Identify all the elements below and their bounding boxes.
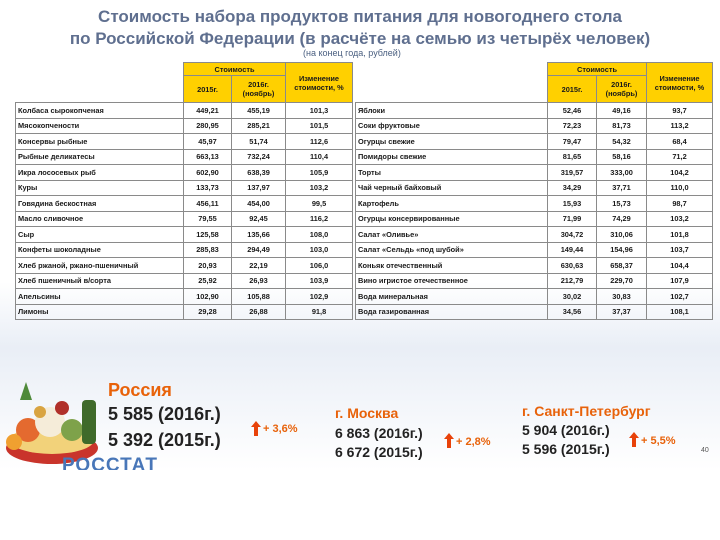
table-row xyxy=(16,134,353,150)
product-name: Хлеб ржаной, ржано-пшеничный xyxy=(16,258,184,274)
russia-value-2015: 5 392 (2015г.) xyxy=(108,430,221,450)
product-name: Вода газированная xyxy=(356,304,548,320)
cost-change: 103,0 xyxy=(286,242,353,258)
cost-2015: 319,57 xyxy=(548,165,597,181)
product-name: Мясокопчености xyxy=(16,118,184,134)
moscow-value-2016: 6 863 (2016г.) xyxy=(335,425,423,441)
table-row xyxy=(356,149,713,165)
price-table-left-body xyxy=(16,103,353,320)
slide-title-line2: по Российской Федерации (в расчёте на семью из четырёх человек) xyxy=(69,29,651,48)
product-name: Лимоны xyxy=(16,304,184,320)
slide-subtitle: (на конец года, рублей) xyxy=(303,48,401,58)
cost-change: 116,2 xyxy=(286,211,353,227)
cost-2016: 229,70 xyxy=(597,273,647,289)
table-row xyxy=(16,289,353,305)
table-row xyxy=(16,180,353,196)
cost-change: 99,5 xyxy=(286,196,353,212)
cost-2015: 125,58 xyxy=(184,227,232,243)
arrow-up-icon xyxy=(629,432,639,447)
cost-2016: 22,19 xyxy=(232,258,286,274)
cost-change: 104,4 xyxy=(647,258,713,274)
moscow-growth: + 2,8% xyxy=(456,436,491,448)
cost-change: 105,9 xyxy=(286,165,353,181)
cost-2015: 149,44 xyxy=(548,242,597,258)
cost-2015: 25,92 xyxy=(184,273,232,289)
cost-change: 101,8 xyxy=(647,227,713,243)
product-name: Коньяк отечественный xyxy=(356,258,548,274)
product-name: Помидоры свежие xyxy=(356,149,548,165)
product-name: Консервы рыбные xyxy=(16,134,184,150)
cost-2015: 285,83 xyxy=(184,242,232,258)
rosstat-logo: РОССТАТ xyxy=(62,455,158,470)
cost-change: 103,7 xyxy=(647,242,713,258)
cost-2015: 602,90 xyxy=(184,165,232,181)
region-name-spb: г. Санкт-Петербург xyxy=(522,403,651,419)
cost-change: 106,0 xyxy=(286,258,353,274)
spb-growth: + 5,5% xyxy=(641,435,676,447)
table-row xyxy=(16,165,353,181)
table-row xyxy=(356,103,713,119)
cost-change: 110,0 xyxy=(647,180,713,196)
cost-change: 102,7 xyxy=(647,289,713,305)
cost-2016: 137,97 xyxy=(232,180,286,196)
table-row xyxy=(16,273,353,289)
table-row xyxy=(356,304,713,320)
spb-value-2016: 5 904 (2016г.) xyxy=(522,422,610,438)
cost-2016: 310,06 xyxy=(597,227,647,243)
slide-title-line1: Стоимость набора продуктов питания для новогоднего стола xyxy=(98,7,622,26)
cost-2015: 34,56 xyxy=(548,304,597,320)
cost-2016: 658,37 xyxy=(597,258,647,274)
cost-2015: 81,65 xyxy=(548,149,597,165)
table-row xyxy=(16,211,353,227)
table-row xyxy=(356,289,713,305)
cost-2016: 26,88 xyxy=(232,304,286,320)
table-row xyxy=(356,227,713,243)
product-name: Торты xyxy=(356,165,548,181)
product-name: Рыбные деликатесы xyxy=(16,149,184,165)
cost-2015: 133,73 xyxy=(184,180,232,196)
product-name: Огурцы свежие xyxy=(356,134,548,150)
table-row xyxy=(16,118,353,134)
header-cost: Стоимость xyxy=(548,63,647,76)
table-row xyxy=(16,103,353,119)
cost-2015: 15,93 xyxy=(548,196,597,212)
cost-change: 108,1 xyxy=(647,304,713,320)
cost-2016: 638,39 xyxy=(232,165,286,181)
cost-2016: 15,73 xyxy=(597,196,647,212)
region-name-russia: Россия xyxy=(108,380,172,400)
cost-2016: 49,16 xyxy=(597,103,647,119)
cost-change: 103,2 xyxy=(286,180,353,196)
table-row xyxy=(16,149,353,165)
cost-2015: 79,47 xyxy=(548,134,597,150)
cost-2015: 449,21 xyxy=(184,103,232,119)
table-row xyxy=(356,273,713,289)
cost-2016: 74,29 xyxy=(597,211,647,227)
cost-2015: 456,11 xyxy=(184,196,232,212)
cost-2015: 20,93 xyxy=(184,258,232,274)
table-row xyxy=(16,242,353,258)
cost-2015: 304,72 xyxy=(548,227,597,243)
page-number: 40 xyxy=(701,447,709,454)
product-name: Икра лососевых рыб xyxy=(16,165,184,181)
cost-2016: 333,00 xyxy=(597,165,647,181)
product-name: Картофель xyxy=(356,196,548,212)
cost-2016: 154,96 xyxy=(597,242,647,258)
cost-2015: 45,97 xyxy=(184,134,232,150)
cost-2015: 52,46 xyxy=(548,103,597,119)
cost-2015: 72,23 xyxy=(548,118,597,134)
table-row xyxy=(356,165,713,181)
table-row xyxy=(356,118,713,134)
cost-2016: 454,00 xyxy=(232,196,286,212)
cost-change: 102,9 xyxy=(286,289,353,305)
header-change: Изменение стоимости, % xyxy=(286,63,353,103)
arrow-up-icon xyxy=(444,433,454,448)
cost-2015: 34,29 xyxy=(548,180,597,196)
table-row xyxy=(16,304,353,320)
cost-2015: 630,63 xyxy=(548,258,597,274)
product-name: Вино игристое отечественное xyxy=(356,273,548,289)
product-name: Масло сливочное xyxy=(16,211,184,227)
header-blank-cell xyxy=(16,63,184,103)
cost-2016: 37,37 xyxy=(597,304,647,320)
cost-2015: 29,28 xyxy=(184,304,232,320)
header-2016: 2016г. (ноябрь) xyxy=(232,76,286,103)
cost-change: 91,8 xyxy=(286,304,353,320)
header-cost: Стоимость xyxy=(184,63,286,76)
region-name-moscow: г. Москва xyxy=(335,405,399,421)
cost-2016: 455,19 xyxy=(232,103,286,119)
price-table-right-body xyxy=(356,103,713,320)
cost-change: 98,7 xyxy=(647,196,713,212)
table-row xyxy=(356,242,713,258)
cost-2016: 285,21 xyxy=(232,118,286,134)
table-row xyxy=(356,258,713,274)
product-name: Сыр xyxy=(16,227,184,243)
russia-growth: + 3,6% xyxy=(263,423,298,435)
product-name: Колбаса сырокопченая xyxy=(16,103,184,119)
cost-2015: 79,55 xyxy=(184,211,232,227)
product-name: Чай черный байховый xyxy=(356,180,548,196)
table-row xyxy=(356,180,713,196)
header-blank-cell xyxy=(356,63,548,103)
cost-change: 104,2 xyxy=(647,165,713,181)
russia-value-2016: 5 585 (2016г.) xyxy=(108,404,221,424)
header-2015: 2015г. xyxy=(184,76,232,103)
product-name: Яблоки xyxy=(356,103,548,119)
cost-change: 101,5 xyxy=(286,118,353,134)
cost-2015: 663,13 xyxy=(184,149,232,165)
cost-change: 108,0 xyxy=(286,227,353,243)
product-name: Огурцы консервированные xyxy=(356,211,548,227)
cost-2016: 51,74 xyxy=(232,134,286,150)
header-2016: 2016г. (ноябрь) xyxy=(597,76,647,103)
arrow-up-icon xyxy=(251,421,261,436)
cost-2016: 105,88 xyxy=(232,289,286,305)
cost-change: 68,4 xyxy=(647,134,713,150)
cost-2016: 294,49 xyxy=(232,242,286,258)
cost-change: 103,2 xyxy=(647,211,713,227)
price-table-right xyxy=(355,62,713,320)
product-name: Куры xyxy=(16,180,184,196)
cost-2016: 732,24 xyxy=(232,149,286,165)
product-name: Вода минеральная xyxy=(356,289,548,305)
cost-2016: 81,73 xyxy=(597,118,647,134)
cost-change: 107,9 xyxy=(647,273,713,289)
cost-2015: 280,95 xyxy=(184,118,232,134)
cost-change: 71,2 xyxy=(647,149,713,165)
table-row xyxy=(356,134,713,150)
cost-2016: 30,83 xyxy=(597,289,647,305)
cost-change: 93,7 xyxy=(647,103,713,119)
cost-change: 112,6 xyxy=(286,134,353,150)
price-table-left xyxy=(15,62,353,320)
header-2015: 2015г. xyxy=(548,76,597,103)
cost-change: 101,3 xyxy=(286,103,353,119)
table-row xyxy=(16,196,353,212)
product-name: Хлеб пшеничный в/сорта xyxy=(16,273,184,289)
table-row xyxy=(16,227,353,243)
cost-2016: 26,93 xyxy=(232,273,286,289)
product-name: Салат «Сельдь «под шубой» xyxy=(356,242,548,258)
cost-2016: 37,71 xyxy=(597,180,647,196)
product-name: Салат «Оливье» xyxy=(356,227,548,243)
table-row xyxy=(16,258,353,274)
cost-change: 113,2 xyxy=(647,118,713,134)
product-name: Говядина бескостная xyxy=(16,196,184,212)
table-row xyxy=(356,196,713,212)
product-name: Апельсины xyxy=(16,289,184,305)
moscow-value-2015: 6 672 (2015г.) xyxy=(335,444,423,460)
cost-2016: 92,45 xyxy=(232,211,286,227)
cost-2016: 54,32 xyxy=(597,134,647,150)
table-row xyxy=(356,211,713,227)
cost-2015: 71,99 xyxy=(548,211,597,227)
cost-2015: 30,02 xyxy=(548,289,597,305)
cost-change: 103,9 xyxy=(286,273,353,289)
cost-2015: 212,79 xyxy=(548,273,597,289)
cost-2015: 102,90 xyxy=(184,289,232,305)
header-change: Изменение стоимости, % xyxy=(647,63,713,103)
spb-value-2015: 5 596 (2015г.) xyxy=(522,441,610,457)
product-name: Конфеты шоколадные xyxy=(16,242,184,258)
cost-change: 110,4 xyxy=(286,149,353,165)
cost-2016: 135,66 xyxy=(232,227,286,243)
cost-2016: 58,16 xyxy=(597,149,647,165)
festive-food-illustration xyxy=(0,360,105,470)
product-name: Соки фруктовые xyxy=(356,118,548,134)
